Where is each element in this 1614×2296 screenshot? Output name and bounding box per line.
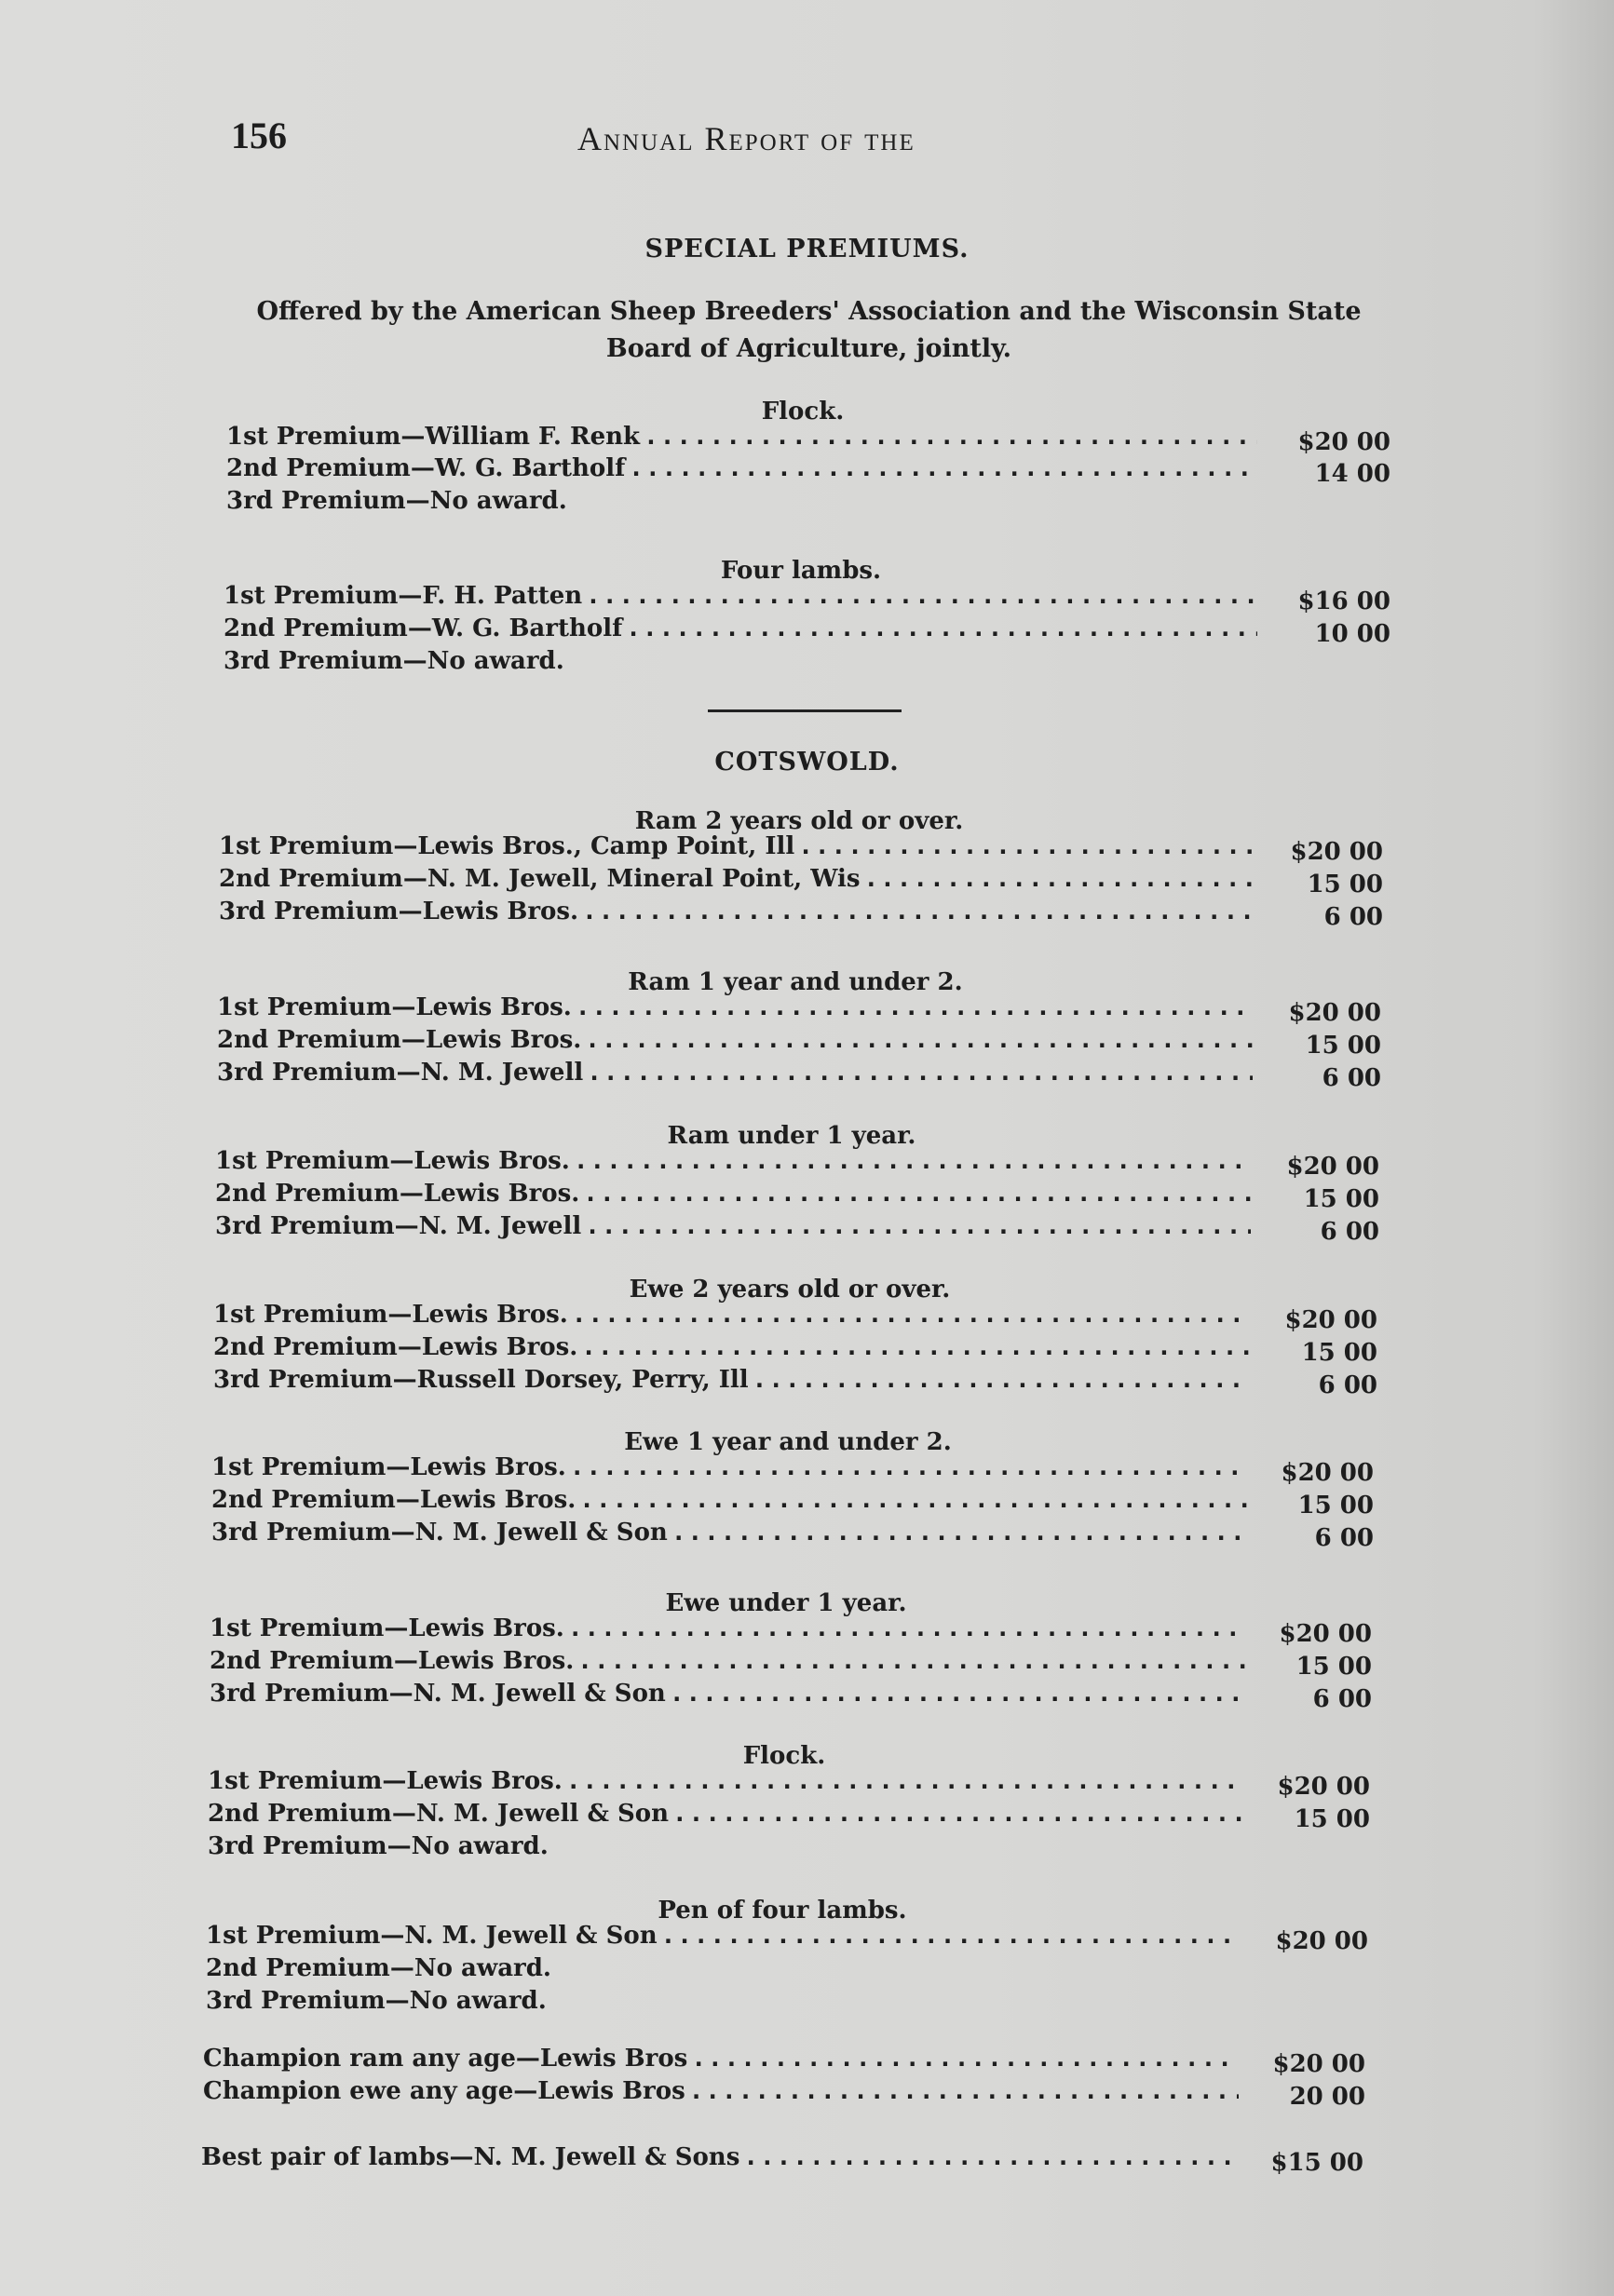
champion-entry: Champion ewe any age—Lewis Bros ..... 20 00 bbox=[203, 2077, 1239, 2109]
section-heading: Ewe under 1 year. bbox=[665, 1589, 907, 1617]
section-heading: Ewe 2 years old or over. bbox=[629, 1276, 951, 1303]
section-heading: Pen of four lambs. bbox=[658, 1897, 907, 1925]
premium-entry: 2nd Premium—W. G. Bartholf ..... 10 00 bbox=[224, 615, 1257, 646]
section-heading: Flock. bbox=[761, 398, 845, 425]
section-heading: Ewe 1 year and under 2. bbox=[624, 1428, 952, 1456]
premium-entry: 1st Premium—Lewis Bros. ..... $20 00 bbox=[215, 1147, 1251, 1179]
section-heading: Four lambs. bbox=[720, 557, 882, 585]
premium-entry: 3rd Premium—No award. bbox=[224, 647, 564, 675]
premium-entry: 2nd Premium—Lewis Bros. ..... 15 00 bbox=[211, 1486, 1247, 1518]
section-divider bbox=[708, 709, 902, 712]
running-title: Annual Report of the bbox=[577, 120, 916, 157]
premium-entry: 1st Premium—William F. Renk ..... $20 00 bbox=[226, 423, 1257, 454]
premium-entry: 2nd Premium—No award. bbox=[206, 1954, 551, 1982]
section-heading: Ram 1 year and under 2. bbox=[628, 968, 963, 996]
champion-entry: Champion ram any age—Lewis Bros ..... $20 00 bbox=[203, 2045, 1239, 2076]
premium-entry: 1st Premium—Lewis Bros. ..... $20 00 bbox=[208, 1767, 1243, 1799]
premium-entry: 3rd Premium—Lewis Bros. ..... 6 00 bbox=[219, 898, 1255, 929]
premium-entry: 1st Premium—N. M. Jewell & Son ..... $20 00 bbox=[206, 1922, 1241, 1953]
premium-entry: 3rd Premium—Russell Dorsey, Perry, Ill ..... 6 00 bbox=[213, 1366, 1249, 1398]
premium-entry: 2nd Premium—Lewis Bros. ..... 15 00 bbox=[217, 1026, 1253, 1058]
premium-entry: 2nd Premium—Lewis Bros. ..... 15 00 bbox=[213, 1333, 1249, 1365]
premium-entry: 2nd Premium—N. M. Jewell, Mineral Point, Wis ..... 15 00 bbox=[219, 865, 1255, 897]
premium-entry: 1st Premium—F. H. Patten ..... $16 00 bbox=[224, 582, 1257, 614]
premium-entry: 1st Premium—Lewis Bros. ..... $20 00 bbox=[213, 1301, 1249, 1332]
premium-entry: 2nd Premium—Lewis Bros. ..... 15 00 bbox=[210, 1647, 1245, 1679]
premium-entry: 1st Premium—Lewis Bros., Camp Point, Ill ..... $20 00 bbox=[219, 832, 1255, 864]
section-heading: Ram under 1 year. bbox=[667, 1122, 916, 1150]
premium-entry: 1st Premium—Lewis Bros. ..... $20 00 bbox=[217, 993, 1253, 1025]
premium-entry: 2nd Premium—Lewis Bros. ..... 15 00 bbox=[215, 1180, 1251, 1211]
premium-entry: 3rd Premium—N. M. Jewell ..... 6 00 bbox=[217, 1059, 1253, 1090]
page-number: 156 bbox=[231, 115, 287, 156]
section-heading: Ram 2 years old or over. bbox=[634, 807, 964, 835]
premium-entry: 2nd Premium—N. M. Jewell & Son ..... 15 00 bbox=[208, 1800, 1243, 1831]
premium-entry: 1st Premium—Lewis Bros. ..... $20 00 bbox=[210, 1614, 1245, 1646]
offered-by-note: Offered by the American Sheep Breeders' Association and the Wisconsin State Board of Agriculture, jointly. bbox=[256, 297, 1362, 363]
premium-entry: 3rd Premium—N. M. Jewell ..... 6 00 bbox=[215, 1212, 1251, 1244]
cotswold-title: COTSWOLD. bbox=[714, 748, 900, 777]
premium-entry: 3rd Premium—N. M. Jewell & Son ..... 6 00 bbox=[211, 1519, 1247, 1550]
premium-entry: 1st Premium—Lewis Bros. ..... $20 00 bbox=[211, 1453, 1247, 1485]
special-premiums-title: SPECIAL PREMIUMS. bbox=[644, 235, 970, 263]
premium-entry: 3rd Premium—No award. bbox=[226, 487, 567, 515]
premium-entry: 2nd Premium—W. G. Bartholf ..... 14 00 bbox=[226, 454, 1257, 486]
section-heading: Flock. bbox=[742, 1742, 826, 1770]
best-pair-entry: Best pair of lambs—N. M. Jewell & Sons ..... $15 00 bbox=[201, 2143, 1237, 2175]
premium-entry: 3rd Premium—No award. bbox=[206, 1987, 547, 2015]
premium-entry: 3rd Premium—No award. bbox=[208, 1832, 549, 1860]
premium-entry: 3rd Premium—N. M. Jewell & Son ..... 6 00 bbox=[210, 1680, 1245, 1711]
